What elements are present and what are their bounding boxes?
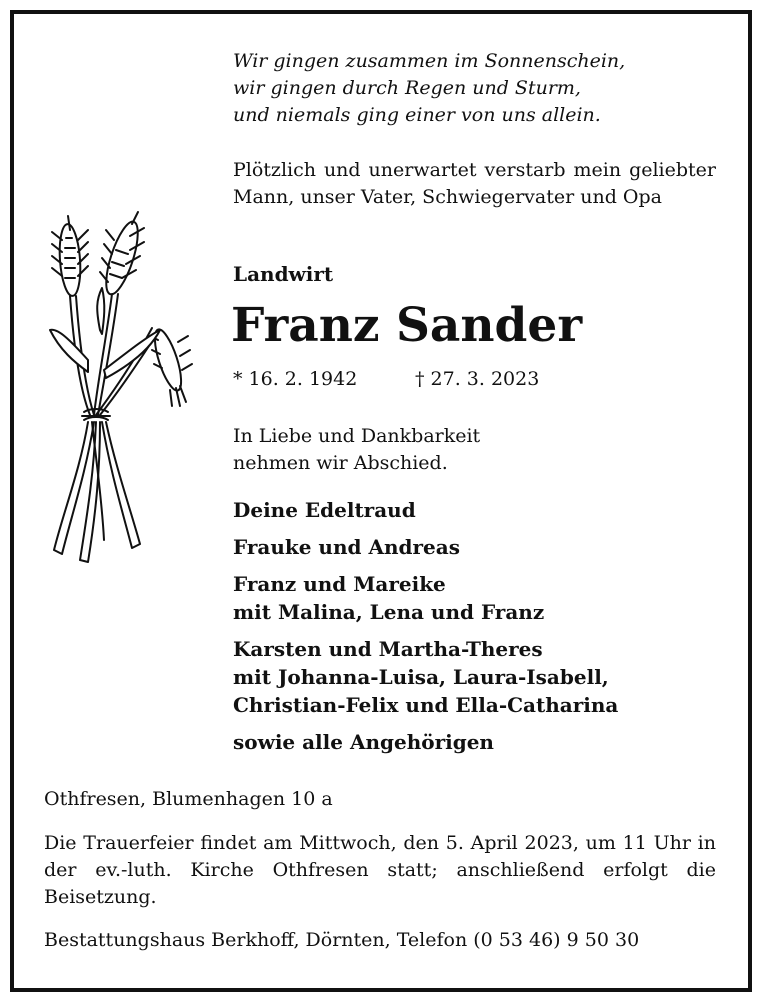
family-line: Deine Edeltraud (233, 498, 416, 522)
family-line: Franz und Mareike (233, 572, 446, 596)
wheat-bundle-icon (40, 210, 200, 570)
family-line: Frauke und Andreas (233, 535, 460, 559)
poem-line: und niemals ging einer von uns allein. (233, 104, 601, 126)
family-group (233, 728, 713, 756)
birth-date: * 16. 2. 1942 (233, 368, 358, 390)
ceremony-info: Die Trauerfeier findet am Mittwoch, den 5. April 2023, um 11 Uhr in der ev.-luth. Kirche Othfresen statt; anschließend erfolgt die Beisetzung. (44, 832, 716, 908)
poem (233, 48, 703, 129)
family-line: mit Malina, Lena und Franz (233, 600, 545, 624)
farewell-text (233, 423, 480, 477)
family-group (233, 570, 713, 626)
funeral-home: Bestattungshaus Berkhoff, Dörnten, Telefon (0 53 46) 9 50 30 (44, 929, 640, 951)
farewell-line: In Liebe und Dankbarkeit (233, 425, 481, 447)
family-line: sowie alle Angehörigen (233, 730, 494, 754)
family-group (233, 635, 713, 719)
family-group (233, 496, 713, 524)
family-line: Karsten und Martha-Theres (233, 637, 543, 661)
poem-line: Wir gingen zusammen im Sonnenschein, (233, 50, 626, 72)
poem-line: wir gingen durch Regen und Sturm, (233, 77, 581, 99)
family-line: Christian-Felix und Ella-Catharina (233, 693, 619, 717)
address: Othfresen, Blumenhagen 10 a (44, 788, 333, 810)
family-list (233, 496, 713, 765)
family-line: mit Johanna-Luisa, Laura-Isabell, (233, 665, 609, 689)
death-date: † 27. 3. 2023 (415, 368, 540, 390)
occupation: Landwirt (233, 262, 334, 286)
farewell-line: nehmen wir Abschied. (233, 452, 448, 474)
family-group (233, 533, 713, 561)
deceased-name: Franz Sander (231, 298, 583, 353)
announcement-text: Plötzlich und unerwartet verstarb mein geliebter Mann, unser Vater, Schwiegervater und Opa (233, 159, 716, 208)
